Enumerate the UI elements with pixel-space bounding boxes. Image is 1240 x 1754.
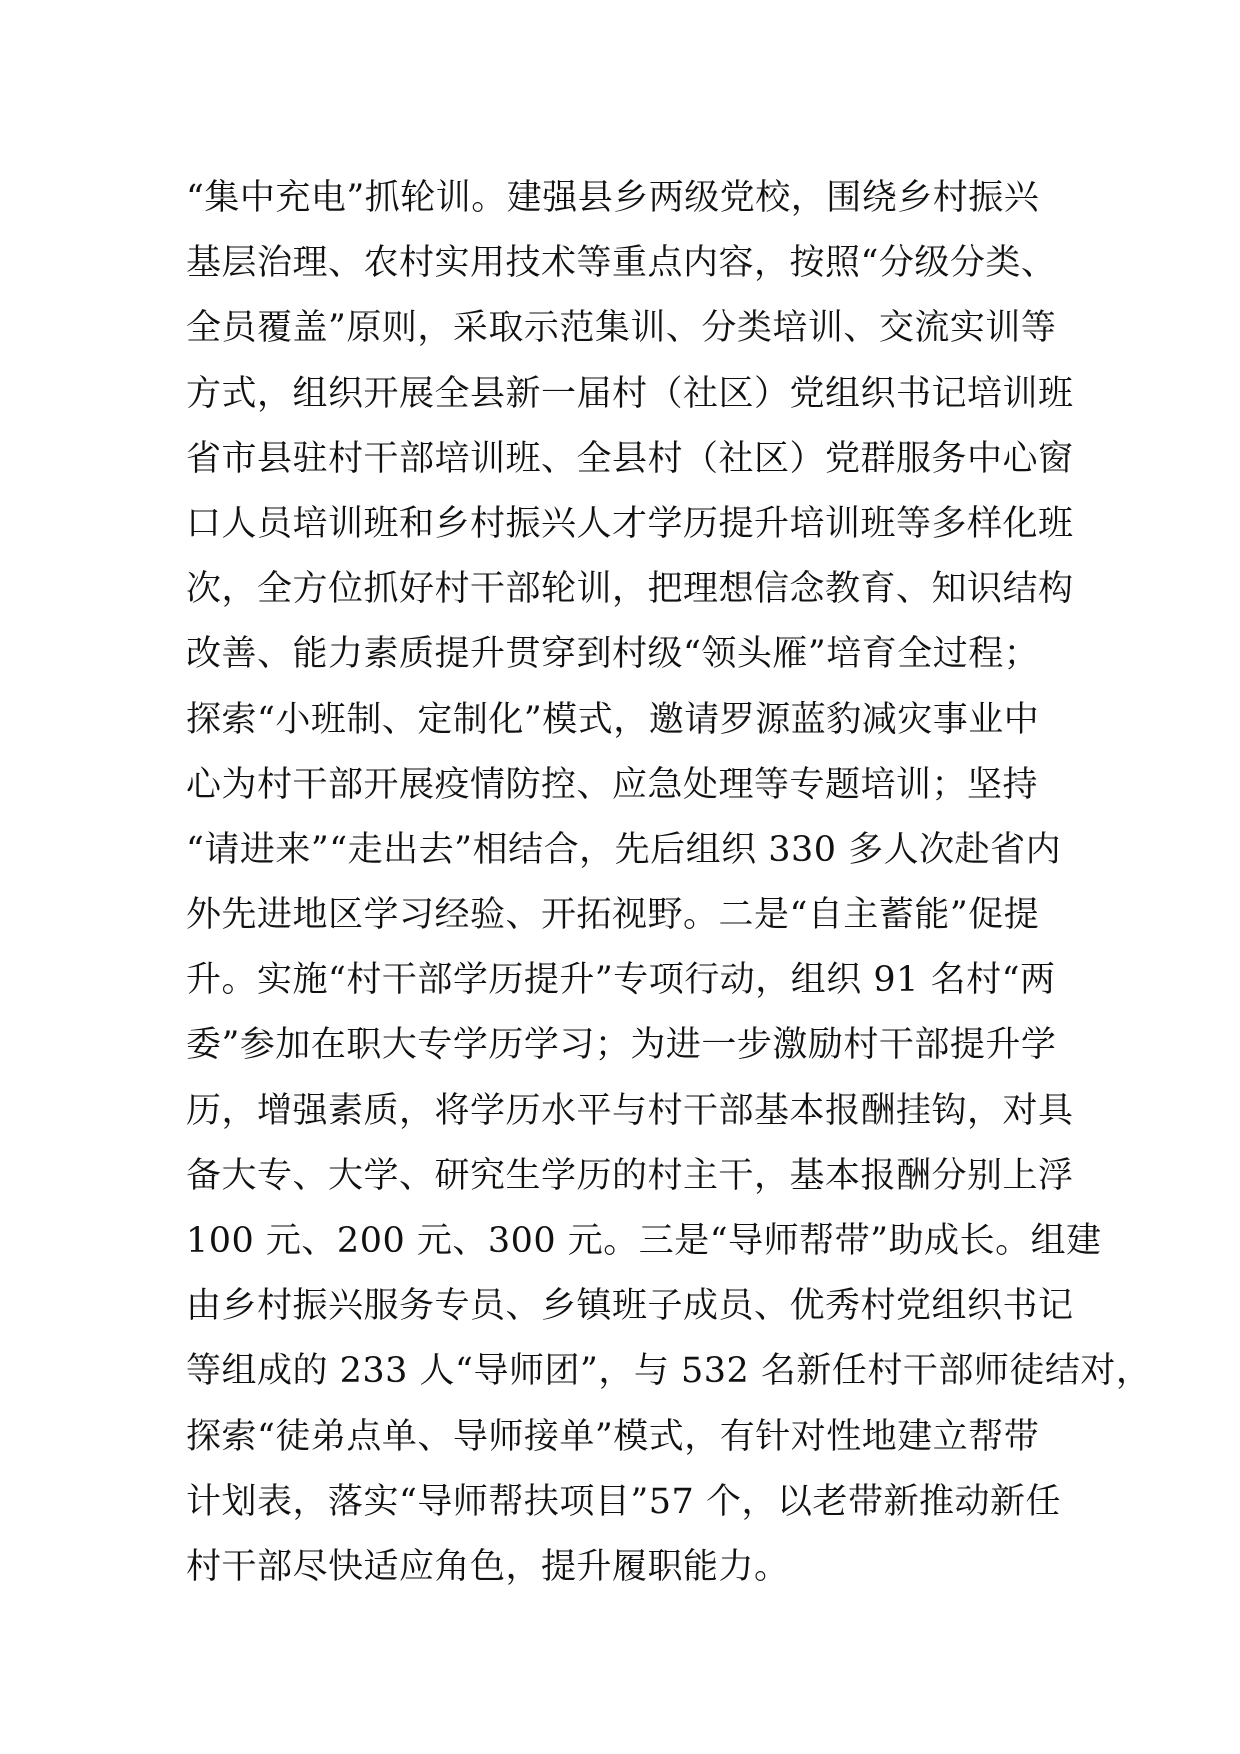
paragraph-line-1: “集中充电”抓轮训。建强县乡两级党校，围绕乡村振兴 — [186, 178, 1040, 218]
body-paragraph — [186, 166, 1152, 1600]
paragraph-line-3: 全员覆盖”原则，采取示范集训、分类培训、交流实训等 — [186, 308, 1057, 349]
paragraph-line-17: 100 元、200 元、300 元。三是“导师帮带”助成长。组建 — [186, 1221, 1102, 1261]
paragraph-line-22: 村干部尽快适应角色，提升履职能力。 — [186, 1546, 790, 1587]
paragraph-line-18: 由乡村振兴服务专员、乡镇班子成员、优秀村党组织书记 — [186, 1286, 1074, 1327]
paragraph-line-20: 探索“徒弟点单、导师接单”模式，有针对性地建立帮带 — [186, 1416, 1040, 1457]
paragraph-line-10: 心为村干部开展疫情防控、应急处理等专题培训；坚持 — [186, 764, 1039, 805]
paragraph-line-13: 升。实施“村干部学历提升”专项行动，组织 91 名村“两 — [186, 960, 1056, 1001]
paragraph-line-19: 等组成的 233 人“导师团”，与 532 名新任村干部师徒结对， — [186, 1351, 1152, 1392]
paragraph-line-7: 次，全方位抓好村干部轮训，把理想信念教育、知识结构 — [186, 569, 1074, 610]
paragraph-line-16: 备大专、大学、研究生学历的村主干，基本报酬分别上浮 — [186, 1155, 1074, 1196]
paragraph-line-21: 计划表，落实“导师帮扶项目”57 个，以老带新推动新任 — [186, 1481, 1061, 1522]
paragraph-line-15: 历，增强素质，将学历水平与村干部基本报酬挂钩，对具 — [186, 1090, 1074, 1131]
paragraph-line-6: 口人员培训班和乡村振兴人才学历提升培训班等多样化班 — [186, 503, 1074, 544]
paragraph-line-12: 外先进地区学习经验、开拓视野。二是“自主蓄能”促提 — [186, 895, 1040, 936]
paragraph-line-11: “请进来”“走出去”相结合，先后组织 330 多人次赴省内 — [186, 829, 1062, 870]
paragraph-line-14: 委”参加在职大专学历学习；为进一步激励村干部提升学 — [186, 1025, 1057, 1066]
paragraph-line-8: 改善、能力素质提升贯穿到村级“领头雁”培育全过程； — [186, 634, 1040, 675]
paragraph-line-4: 方式，组织开展全县新一届村（社区）党组织书记培训班 — [186, 373, 1074, 414]
paragraph-line-5: 省市县驻村干部培训班、全县村（社区）党群服务中心窗 — [186, 438, 1074, 479]
paragraph-line-9: 探索“小班制、定制化”模式，邀请罗源蓝豹减灾事业中 — [186, 699, 1040, 740]
paragraph-line-2: 基层治理、农村实用技术等重点内容，按照“分级分类、 — [186, 243, 1057, 284]
